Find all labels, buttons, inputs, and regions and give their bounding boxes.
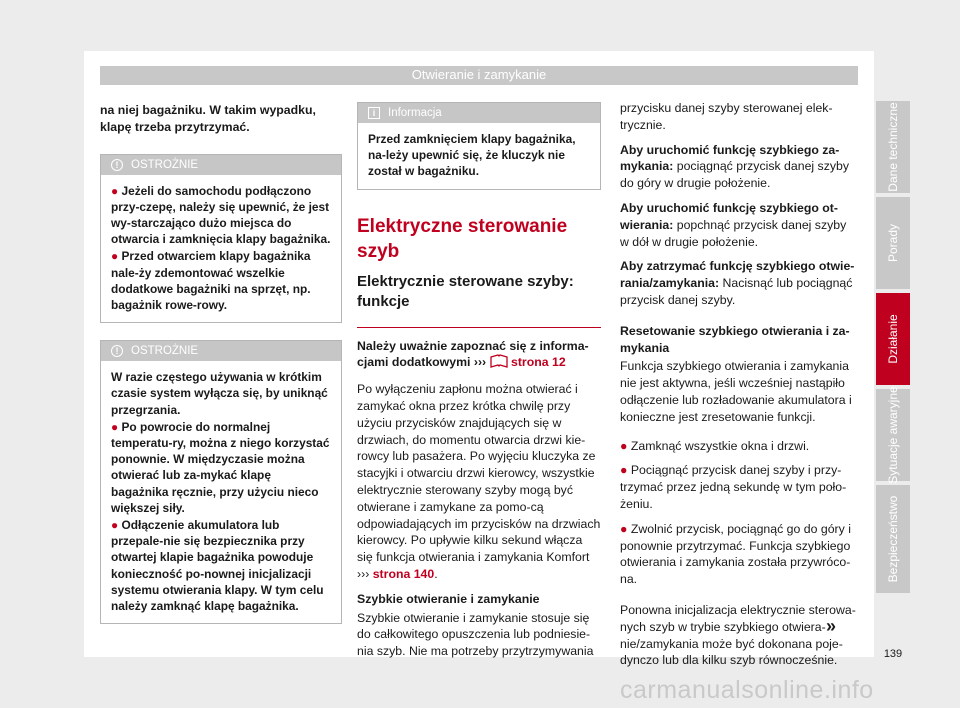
side-tab-dane-techniczne[interactable]: Dane techniczne <box>876 101 910 193</box>
list-item: ● Odłączenie akumulatora lub przepale-nie się bezpiecznika przy otwartej klapie bagażnika powoduje konieczność po-nownej inicjalizacji systemu otwierania klapy. W tym celu należy zamknąć klapę bagażnika. <box>111 518 324 614</box>
list-item: ● Po powrocie do normalnej temperatu-ry, można z niego korzystać ponownie. W międzyczasie można otwierać lub za-mykać klapę bagażnika ręcznie, przy użyciu nieco większej siły. <box>111 419 330 515</box>
bullet-icon: ● <box>111 183 119 198</box>
warning-icon: ! <box>111 345 123 357</box>
info-box-title: Informacja <box>388 107 442 119</box>
page-link[interactable]: strona 140 <box>372 566 435 581</box>
subheading: Resetowanie szybkiego otwierania i za-mykania <box>620 323 850 355</box>
warning-box-1-body <box>101 175 341 323</box>
warning-box-2-title: OSTROŻNIE <box>131 345 199 358</box>
page-header-title: Otwieranie i zamykanie <box>100 66 858 84</box>
column-left <box>100 102 342 624</box>
list-item: ● Zwolnić przycisk, pociągnąć go do góry i ponownie przytrzymać. Funkcja szybkiego otwierania i zamykania została przywróco-na. <box>620 521 851 587</box>
intro-text: na niej bagażniku. W takim wypadku, klapę trzeba przytrzymać. <box>100 103 316 134</box>
sub-title: Elektrycznie sterowane szyby: funkcje <box>357 272 574 310</box>
bullet-icon: ● <box>111 518 119 533</box>
column-right <box>620 100 856 669</box>
bullet-icon: ● <box>620 438 628 453</box>
side-tab-porady[interactable]: Porady <box>876 197 910 289</box>
section-divider <box>357 327 601 328</box>
list-item: ● Przed otwarciem klapy bagażnika nale-ży zdemontować wszelkie dodatkowe bagażniki na sprzęt, np. bagażnik rowe-rowy. <box>111 249 311 313</box>
notice-text: Należy uważnie zapoznać się z informa-cjami dodatkowymi ››› strona 12 <box>357 338 601 374</box>
column-middle <box>357 102 601 660</box>
warning-box-2 <box>100 340 342 624</box>
list-item: ● Zamknąć wszystkie okna i drzwi. <box>620 438 810 453</box>
paragraph: Po wyłączeniu zapłonu można otwierać i zamykać okna przez krótka chwilę przy użyciu przycisków znajdujących się w drzwiach, do momentu otwarcia drzwi kie-rowcy lub pasażera. Po wyjęciu kluczyka ze stacyjki i otwarciu drzwi kierowcy, wszystkie elektrycznie sterowany szyby mogą być otwierane i zamykane za pomo-cą odpowiadających im przycisków na drzwiach kierowcy. Po upływie kilku sekund włącza się funkcja otwierania i zamykania Komfort ››› strona 140. <box>357 382 601 581</box>
bullet-icon: ● <box>620 463 628 478</box>
warning-box-1 <box>100 154 342 324</box>
info-box-header <box>358 103 600 123</box>
warning-box-2-header <box>101 341 341 361</box>
page-link[interactable]: strona 12 <box>510 355 566 370</box>
instruction: Aby uruchomić funkcję szybkiego za-mykania: pociągnąć przycisk danej szyby do góry w drugie położenie. <box>620 142 849 191</box>
warning-box-2-text: W razie częstego używania w krótkim czasie system wyłącza się, by uniknąć przegrzania. <box>111 370 328 417</box>
warning-box-1-header <box>101 155 341 175</box>
page-number: 139 <box>883 648 903 660</box>
book-icon <box>490 354 508 373</box>
bullet-icon: ● <box>620 521 628 536</box>
paragraph: Szybkie otwieranie i zamykanie stosuje się do całkowitego opuszczenia lub podniesie-nia szyb. Nie ma potrzeby przytrzymywania <box>357 610 594 659</box>
subheading: Szybkie otwieranie i zamykanie <box>357 591 540 606</box>
info-icon: i <box>368 107 380 119</box>
warning-box-2-body <box>101 361 341 623</box>
info-box-body: Przed zamknięciem klapy bagażnika, na-leży upewnić się, że kluczyk nie został w bagażniku. <box>368 132 576 179</box>
bullet-icon: ● <box>111 419 119 434</box>
paragraph: Funkcja szybkiego otwierania i zamykania nie jest aktywna, jeśli wcześniej nastąpiło odłączenie lub rozładowanie akumulatora i konieczne jest zresetowanie funkcji. <box>620 359 852 424</box>
section-title: Elektryczne sterowanie szyb <box>357 215 568 262</box>
header-divider <box>100 84 858 85</box>
watermark: carmanualsonline.info <box>620 676 874 704</box>
instruction: Aby zatrzymać funkcję szybkiego otwie-rania/zamykania: Nacisnąć lub pociągnąć przycisk danej szyby. <box>620 259 855 307</box>
side-tab-bezpieczenstwo[interactable]: Bezpieczeństwo <box>876 485 910 593</box>
warning-box-1-title: OSTROŻNIE <box>131 158 199 171</box>
side-tab-sytuacje-awaryjne[interactable]: Sytuacje awaryjne <box>876 389 910 481</box>
list-item: ● Jeżeli do samochodu podłączono przy-czepę, należy się upewnić, że jest wy-starczająco dużo miejsca do otwarcia i zamknięcia klapy bagażnika. <box>111 183 331 247</box>
warning-icon: ! <box>111 159 123 171</box>
list-item: ● Pociągnąć przycisk danej szyby i przy-trzymać przez jedną sekundę w tym poło-żeniu. <box>620 463 847 511</box>
paragraph: Ponowna inicjalizacja elektrycznie sterowa-nych szyb w trybie szybkiego otwiera-nie/zamykania może być dokonana poje-dynczo lub dla kilku szyb równocześnie. <box>620 602 856 668</box>
continue-marker: » <box>826 616 837 636</box>
bullet-icon: ● <box>111 249 119 264</box>
info-box <box>357 102 601 190</box>
instruction: Aby uruchomić funkcję szybkiego ot-wierania: popchnąć przycisk danej szyby w dół w drugie położenie. <box>620 200 847 249</box>
side-tab-dzialanie[interactable]: Działanie <box>876 293 910 385</box>
paragraph: przycisku danej szyby sterowanej elek-trycznie. <box>620 101 833 132</box>
